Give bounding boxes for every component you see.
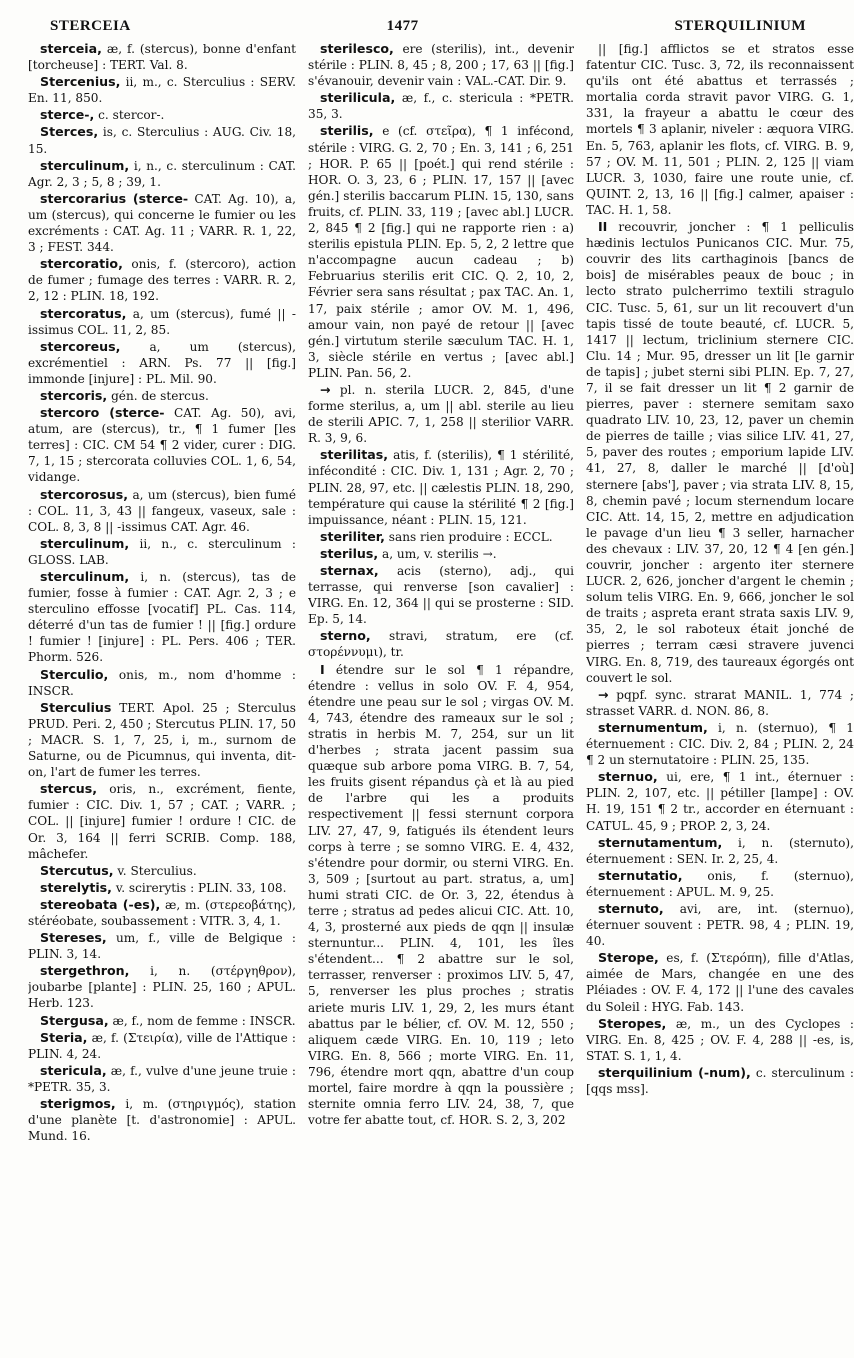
entry-headword: sternuo, (598, 769, 658, 785)
dictionary-entry (28, 700, 296, 780)
dictionary-entry (308, 90, 574, 122)
entry-definition: avi, are, int. (sternuo), éternuer souvent : PETR. 98, 4 ; PLIN. 19, 40. (586, 901, 854, 949)
entry-definition: æ, f. (Στειρία), ville de l'Attique : PLIN. 4, 24. (28, 1030, 296, 1061)
entry-definition: ere (sterilis), int., devenir stérile : PLIN. 8, 45 ; 8, 200 ; 17, 63 || [fig.] s'évanouir, devenir vain : VAL.-CAT. Dir. 9. (308, 42, 574, 89)
dictionary-entry (586, 769, 854, 833)
entry-definition: CAT. Ag. 50), avi, atum, are (stercus), tr., ¶ 1 fumer [les terres] : CIC. CM 54 ¶ 2 vider, curer : DIG. 7, 1, 15 ; stercorata colluvies COL. 1, 6, 54, vidange. (28, 406, 296, 485)
dictionary-entry (586, 41, 854, 218)
entry-headword: sternutamentum, (598, 834, 723, 850)
entry-definition: onis, f. (sternuo), éternuement : APUL. M. 9, 25. (586, 868, 854, 899)
entry-headword: sternumentum, (598, 719, 708, 735)
entry-headword: sterilesco, (320, 41, 394, 56)
column-right (586, 41, 854, 1145)
entry-definition: æ, m., un des Cyclopes : VIRG. En. 8, 425 ; OV. F. 4, 288 || -es, is, STAT. S. 1, 1, 4. (586, 1016, 854, 1063)
dictionary-entry (28, 107, 296, 123)
entry-headword: stercus, (40, 781, 97, 797)
entry-headword: stercoris, (40, 387, 108, 403)
entry-definition: a, um, v. sterilis →. (382, 546, 497, 561)
entry-headword: sternax, (320, 563, 379, 578)
dictionary-entry (28, 963, 296, 1011)
entry-headword: Stercenius, (40, 74, 121, 90)
entry-headword: Stergusa, (40, 1012, 109, 1028)
entry-definition: æ, f., nom de femme : INSCR. (112, 1013, 296, 1028)
entry-definition: sans rien produire : ECCL. (388, 529, 553, 544)
entry-headword: Stereses, (40, 930, 107, 946)
entry-definition: is, c. Sterculius : AUG. Civ. 18, 15. (28, 125, 296, 156)
dictionary-entry (28, 191, 296, 255)
dictionary-entry (28, 897, 296, 929)
entry-headword: sterigmos, (40, 1096, 116, 1111)
dictionary-entry (28, 405, 296, 485)
entry-headword: → (320, 381, 331, 397)
header-first-word: STERCEIA (50, 18, 131, 34)
entry-definition: æ, m. (στερεοβάτης), stéréobate, soubassement : VITR. 3, 4, 1. (28, 897, 296, 928)
dictionary-entry (308, 662, 574, 1129)
entry-definition: i, n., c. sterculinum : CAT. Agr. 2, 3 ; 5, 8 ; 39, 1. (28, 158, 296, 189)
entry-definition: oris, n., excrément, fiente, fumier : CIC. Div. 1, 57 ; CAT. ; VARR. ; COL. || [injure] fumier ! ordure ! CIC. de Or. 3, 164 || ferri SCRIB. Comp. 188, mâchefer. (28, 782, 296, 861)
entry-headword: sterculinum, (40, 157, 130, 173)
entry-headword: stericula, (40, 1062, 107, 1078)
dictionary-entry (308, 123, 574, 381)
entry-definition: onis, m., nom d'homme : INSCR. (28, 667, 296, 698)
dictionary-entry (308, 41, 574, 89)
entry-definition: æ, f., vulve d'une jeune truie : *PETR. 35, 3. (28, 1063, 296, 1094)
entry-definition: gén. de stercus. (111, 388, 209, 403)
entry-headword: Sterculius (40, 699, 112, 715)
dictionary-entry (28, 1096, 296, 1144)
entry-definition: recouvrir, joncher : ¶ 1 pelliculis hædinis lectulos Punicanos CIC. Mur. 75, couvrir des lits carthaginois [bancs de bois] de misérables peaux de bouc ; in lecto strato pulcherrimo textili stragulo CIC. Tusc. 5, 61, sur un lit recouvert d'un tapis tissé de toute beauté, cf. LUCR. 5, 1417 || lectum, triclinium sternere CIC. Clu. 14 ; Mur. 95, dresser un lit [le garnir de tapis] ; jubet sterni sibi PLIN. Ep. 7, 27, 7, il se fait dresser un lit ¶ 2 garnir de pierres, paver : sternere semitam saxo quadrato LIV. 10, 23, 12, paver un chemin de pierres de taille ; vias silice LIV. 41, 27, 5, paver des routes ; emporium lapide LIV. 41, 27, 8, daller le marché || [d'où] sternere [abs'], paver ; via strata LIV. 8, 15, 8, chemin pavé ; locum sternendum locare CIC. Att. 14, 15, 2, mettre en adjudication le pavage d'un lieu ¶ 3 seller, harnacher des chevaux : LIV. 37, 20, 12 ¶ 4 [en gén.] couvrir, joncher : argento iter sternere LUCR. 2, 626, joncher d'argent le chemin ; solum telis VIRG. En. 9, 666, joncher le sol de traits ; aspreta erant strata saxis LIV. 9, 35, 2, le sol raboteux était jonché de pierres ; terram cæsi stravere juvenci VIRG. En. 8, 719, des taureaux égorgés ont couvert le sol. (586, 220, 854, 685)
dictionary-entry (28, 781, 296, 861)
dictionary-entry (308, 447, 574, 527)
entry-definition: um, f., ville de Belgique : PLIN. 3, 14. (28, 931, 296, 962)
dictionary-entry (28, 880, 296, 896)
entry-definition: æ, f., c. stericula : *PETR. 35, 3. (308, 91, 574, 122)
entry-headword: stercoratio, (40, 256, 123, 272)
dictionary-entry (28, 1013, 296, 1029)
entry-definition: || [fig.] afflictos se et stratos esse fatentur CIC. Tusc. 3, 72, ils reconnaissent qu'ils ont été abattus et terrassés ; mortalia corda stravit pavor VIRG. G. 1, 331, la frayeur a abattu le cœur des mortels ¶ 3 aplanir, niveler : æquora VIRG. En. 5, 763, aplanir les flots, cf. VIRG. B. 9, 57 ; OV. M. 11, 501 ; PLIN. 2, 125 || viam LUCR. 3, 1030, faire une route unie, cf. QUINT. 2, 13, 16 || [fig.] calmer, apaiser : TAC. H. 1, 58. (586, 42, 854, 217)
entry-headword: sternuto, (598, 900, 664, 916)
entry-headword: I (320, 661, 325, 677)
entry-definition: CAT. Ag. 10), a, um (stercus), qui concerne le fumier ou les excréments : CAT. Ag. 11 ; VARR. R. 1, 22, 3 ; FEST. 344. (28, 191, 296, 255)
entry-definition: a, um (stercus), fumé || -issimus COL. 11, 2, 85. (28, 306, 296, 337)
dictionary-entry (28, 74, 296, 106)
dictionary-entry (308, 529, 574, 545)
entry-headword: sterilicula, (320, 90, 396, 106)
entry-headword: Steropes, (598, 1015, 667, 1031)
entry-headword: sterculinum, (40, 569, 130, 584)
dictionary-entry (28, 569, 296, 666)
entry-definition: es, f. (Στερόπη), fille d'Atlas, aimée de Mars, changée en une des Pléiades : OV. F. 4, 172 || l'une des cavales du Soleil : HYG. Fab. 143. (586, 951, 854, 1014)
dictionary-entry (28, 487, 296, 535)
dictionary-entry (28, 339, 296, 387)
entry-definition: i, m. (στηριγμός), station d'une planète [t. d'astronomie] : APUL. Mund. 16. (28, 1097, 296, 1144)
entry-definition: i, n. (sternuto), éternuement : SEN. Ir. 2, 25, 4. (586, 835, 854, 866)
entry-headword: steriliter, (320, 528, 385, 544)
entry-headword: stercoratus, (40, 305, 127, 321)
dictionary-entry (586, 1065, 854, 1097)
entry-headword: sternutatio, (598, 867, 683, 883)
dictionary-entry (28, 536, 296, 568)
entry-definition: atis, f. (sterilis), ¶ 1 stérilité, infécondité : CIC. Div. 1, 131 ; Agr. 2, 70 ; PLIN. 28, 97, etc. || cælestis PLIN. 18, 290, température qui cause la stérilité ¶ 2 [fig.] impuissance, néant : PLIN. 15, 121. (308, 448, 574, 527)
dictionary-entry (28, 863, 296, 879)
entry-headword: sterilis, (320, 123, 374, 139)
entry-headword: stergethron, (40, 963, 130, 979)
entry-headword: stercoreus, (40, 338, 121, 354)
running-head (50, 18, 806, 35)
dictionary-entry (586, 687, 854, 719)
page-number: 1477 (386, 18, 419, 34)
entry-definition: ui, ere, ¶ 1 int., éternuer : PLIN. 2, 107, etc. || pétiller [lampe] : OV. H. 19, 151 ¶ 2 tr., accorder en éternuant : CATUL. 45, 9 ; PROP. 2, 3, 24. (586, 770, 854, 833)
entry-definition: ii, n., c. sterculinum : GLOSS. LAB. (28, 536, 296, 567)
entry-definition: i, n. (στέργηθρον), joubarbe [plante] : PLIN. 25, 160 ; APUL. Herb. 123. (28, 964, 296, 1011)
dictionary-entry (308, 563, 574, 627)
text-columns (28, 41, 854, 1145)
dictionary-entry (586, 868, 854, 900)
entry-definition: c. sterculinum : [qqs mss]. (586, 1065, 854, 1096)
entry-headword: sterceia, (40, 41, 102, 56)
entry-definition: e (cf. στεῖρα), ¶ 1 infécond, stérile : VIRG. G. 2, 70 ; En. 3, 141 ; 6, 251 ; HOR. P. 65 || [poét.] qui rend stérile : HOR. O. 3, 23, 6 ; PLIN. 17, 157 || [avec gén.] sterilis baccarum PLIN. 15, 130, sans fruits, cf. PLIN. 33, 119 ; [avec abl.] LUCR. 2, 845 ¶ 2 [fig.] qui ne rapporte rien : a) sterilis epistula PLIN. Ep. 5, 2, 2 lettre que n'accompagne aucun cadeau ; b) Februarius sterilis erit CIC. Q. 2, 10, 2, Février sera sans résultat ; pax TAC. An. 1, 17, paix stérile ; amor OV. M. 1, 496, amour vain, non payé de retour || [avec gén.] virtutum sterile sæculum TAC. H. 1, 3, siècle stérile en vertus ; [avec abl.] PLIN. Pan. 56, 2. (308, 124, 574, 380)
entry-definition: pqpf. sync. strarat MANIL. 1, 774 ; strasset VARR. d. NON. 86, 8. (586, 687, 854, 718)
header-last-word: STERQUILINIUM (674, 18, 806, 34)
entry-headword: Sterope, (598, 950, 659, 966)
entry-headword: → (598, 686, 609, 702)
dictionary-entry (586, 1016, 854, 1064)
entry-headword: Steria, (40, 1029, 88, 1045)
dictionary-entry (586, 219, 854, 686)
entry-definition: étendre sur le sol ¶ 1 répandre, étendre : vellus in solo OV. F. 4, 954, étendre une peau sur le sol ; virgas OV. M. 4, 743, étendre des rameaux sur le sol ; stratis in herbis M. 7, 254, sur un lit d'herbes ; strata jacent passim sua quæque sub arbore poma VIRG. B. 7, 54, les fruits gisent répandus çà et là au pied de l'arbre qui les a produits respectivement || fessi sternunt corpora LIV. 27, 47, 9, fatigués ils étendent leurs corps à terre ; se somno VIRG. E. 4, 432, s'étendre pour dormir, ou sterni VIRG. En. 3, 509 ; [surtout au part. stratus, a, um] humi strati CIC. de Or. 3, 22, étendus à terre ; stratus ad pedes alicui CIC. Att. 10, 4, 3, prosterné aux pieds de qqn || insulæ sternuntur... PLIN. 4, 101, les îles s'étendent... ¶ 2 abattre sur le sol, terrasser, renverser : proximos LIV. 5, 47, 5, renverser les plus proches ; stratis ariete muris LIV. 1, 29, 2, les murs étant abattus par le bélier, cf. OV. M. 12, 550 ; aliquem cæde VIRG. En. 10, 119 ; leto VIRG. En. 8, 566 ; morte VIRG. En. 11, 796, étendre mort qqn, abattre d'un coup mortel, faire mordre à qqn la poussière ; sternite omnia ferro LIV. 24, 38, 7, que votre fer abatte tout, cf. HOR. S. 2, 3, 202 (308, 662, 574, 1128)
entry-definition: v. scirerytis : PLIN. 33, 108. (115, 880, 287, 895)
dictionary-entry (28, 1063, 296, 1095)
entry-headword: stereobata (-es), (40, 896, 161, 912)
entry-headword: sterno, (320, 628, 371, 644)
entry-definition: onis, f. (stercoro), action de fumer ; fumage des terres : VARR. R. 2, 2, 12 : PLIN. 18, 192. (28, 257, 296, 304)
dictionary-entry (586, 835, 854, 867)
dictionary-entry (28, 1030, 296, 1062)
entry-definition: v. Sterculius. (117, 863, 197, 878)
entry-definition: a, um (stercus), bien fumé : COL. 11, 3, 43 || fangeux, vaseux, sale : COL. 8, 3, 8 || -issimus CAT. Agr. 46. (28, 487, 296, 534)
entry-definition: acis (sterno), adj., qui terrasse, qui renverse [son cavalier] : VIRG. En. 12, 364 || qui se prosterne : SID. Ep. 5, 14. (308, 564, 574, 627)
dictionary-entry (28, 306, 296, 338)
entry-definition: i, n. (sternuo), ¶ 1 éternuement : CIC. Div. 2, 84 ; PLIN. 2, 24 ¶ 2 un sternutatoire : PLIN. 25, 135. (586, 720, 854, 768)
entry-headword: sterelytis, (40, 879, 112, 895)
dictionary-entry (28, 930, 296, 962)
entry-definition: c. stercor-. (98, 108, 165, 123)
entry-headword: stercorarius (sterce- (40, 190, 189, 206)
dictionary-entry (308, 628, 574, 660)
dictionary-entry (586, 901, 854, 949)
entry-definition: stravi, stratum, ere (cf. στορέννυμι), tr. (308, 629, 574, 660)
entry-definition: pl. n. sterila LUCR. 2, 845, d'une forme sterilus, a, um || abl. sterile au lieu de sterili APIC. 7, 1, 258 || sterilior VARR. R. 3, 9, 6. (308, 382, 574, 446)
dictionary-entry (586, 950, 854, 1014)
column-left (28, 41, 296, 1145)
entry-headword: sterculinum, (40, 535, 130, 551)
dictionary-entry (28, 41, 296, 73)
entry-headword: sterce-, (40, 107, 95, 123)
column-middle (308, 41, 574, 1145)
dictionary-entry (28, 158, 296, 190)
entry-headword: sterilitas, (320, 447, 389, 463)
dictionary-entry (28, 256, 296, 304)
entry-headword: sterquilinium (-num), (598, 1064, 751, 1080)
entry-definition: TERT. Apol. 25 ; Sterculus PRUD. Peri. 2, 450 ; Stercutus PLIN. 17, 50 ; MACR. S. 1, 7, 25, i, m., surnom de Saturne, ou de Picumnus, qui inventa, dit-on, l'art de fumer les terres. (28, 700, 296, 780)
dictionary-entry (308, 546, 574, 562)
entry-headword: Sterces, (40, 124, 99, 140)
entry-headword: Sterculio, (40, 666, 109, 682)
entry-headword: stercorosus, (40, 486, 128, 502)
entry-headword: sterilus, (320, 545, 379, 561)
entry-definition: ii, m., c. Sterculius : SERV. En. 11, 850. (28, 75, 296, 106)
entry-headword: Stercutus, (40, 862, 114, 878)
entry-definition: a, um (stercus), excrémentiel : ARN. Ps. 77 || [fig.] immonde [injure] : PL. Mil. 90. (28, 339, 296, 386)
dictionary-entry (28, 124, 296, 156)
dictionary-entry (308, 382, 574, 446)
entry-headword: II (598, 219, 608, 235)
dictionary-entry (28, 667, 296, 699)
entry-definition: i, n. (stercus), tas de fumier, fosse à fumier : CAT. Agr. 2, 3 ; e sterculino effosse [vocatif] PL. Cas. 114, déterré d'un tas de fumier ! || [fig.] ordure ! fumier ! [injure] : PL. Pers. 406 ; TER. Phorm. 526. (28, 570, 296, 665)
dictionary-entry (586, 720, 854, 768)
entry-definition: æ, f. (stercus), bonne d'enfant [torcheuse] : TERT. Val. 8. (28, 42, 296, 73)
entry-headword: stercoro (sterce- (40, 405, 165, 421)
dictionary-entry (28, 388, 296, 404)
